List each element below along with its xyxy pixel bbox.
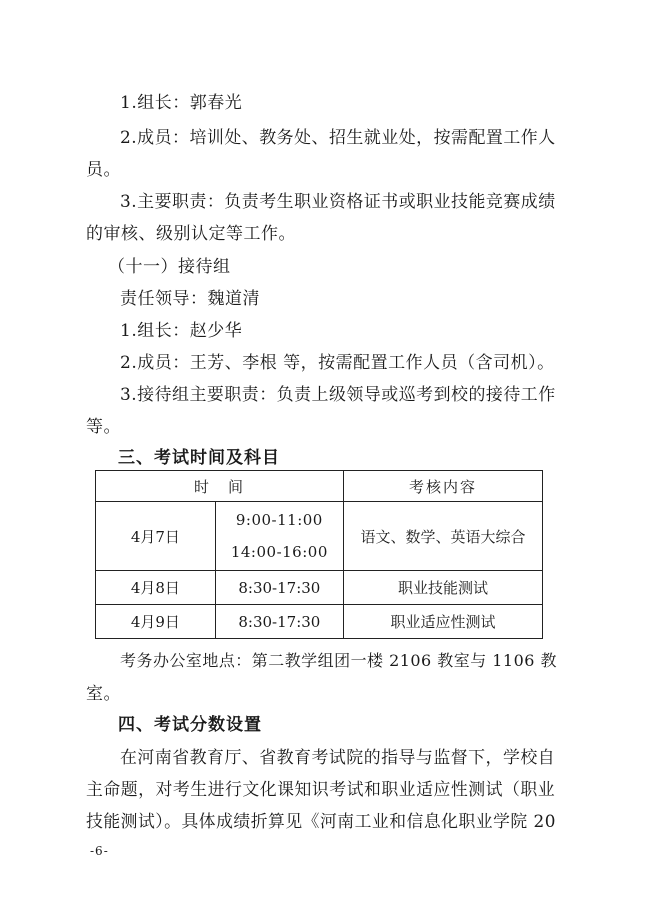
table-header-row xyxy=(96,471,543,502)
text-line: 1.组长：郭春光 xyxy=(120,93,243,113)
time-cell: 8:30-17:30 xyxy=(215,605,343,639)
text-line: 责任领导：魏道清 xyxy=(120,289,260,309)
text-line: 员。 xyxy=(86,160,121,180)
content-cell: 语文、数学、英语大综合 xyxy=(343,502,542,571)
text-line: 2.成员：王芳、李根 等，按需配置工作人员（含司机）。 xyxy=(120,353,555,373)
exam-schedule-table xyxy=(95,470,543,639)
content-cell: 职业适应性测试 xyxy=(343,605,542,639)
table-row xyxy=(96,571,543,605)
date-cell: 4月7日 xyxy=(96,502,216,571)
page-number: -6- xyxy=(90,844,109,858)
table-row xyxy=(96,605,543,639)
text-line: 考务办公室地点：第二教学组团一楼 2106 教室与 1106 教 xyxy=(120,651,557,670)
subsection-title: （十一）接待组 xyxy=(108,257,231,277)
header-content: 考核内容 xyxy=(343,471,542,502)
text-line: 室。 xyxy=(86,684,121,704)
section-title: 四、考试分数设置 xyxy=(118,715,262,735)
text-line: 技能测试）。具体成绩折算见《河南工业和信息化职业学院 20 xyxy=(86,811,556,831)
text-line: 的审核、级别认定等工作。 xyxy=(86,224,296,244)
text-line: 在河南省教育厅、省教育考试院的指导与监督下，学校自 xyxy=(120,747,556,767)
time-slot: 14:00-16:00 xyxy=(230,543,328,561)
text-line: 2.成员：培训处、教务处、招生就业处，按需配置工作人 xyxy=(120,127,556,147)
date-cell: 4月9日 xyxy=(96,605,216,639)
text-line: 主命题，对考生进行文化课知识考试和职业适应性测试（职业 xyxy=(86,779,556,799)
text-line: 3.主要职责：负责考生职业资格证书或职业技能竞赛成绩 xyxy=(120,191,556,211)
text-line: 等。 xyxy=(86,417,121,437)
time-cell xyxy=(215,502,343,571)
text-line: 3.接待组主要职责：负责上级领导或巡考到校的接待工作 xyxy=(120,384,556,404)
table-row xyxy=(96,502,543,571)
date-cell: 4月8日 xyxy=(96,571,216,605)
content-cell: 职业技能测试 xyxy=(343,571,542,605)
section-title: 三、考试时间及科目 xyxy=(118,448,280,468)
text-line: 1.组长：赵少华 xyxy=(120,321,243,341)
time-cell: 8:30-17:30 xyxy=(215,571,343,605)
header-time: 时 间 xyxy=(96,471,344,502)
time-slot: 9:00-11:00 xyxy=(235,511,323,529)
